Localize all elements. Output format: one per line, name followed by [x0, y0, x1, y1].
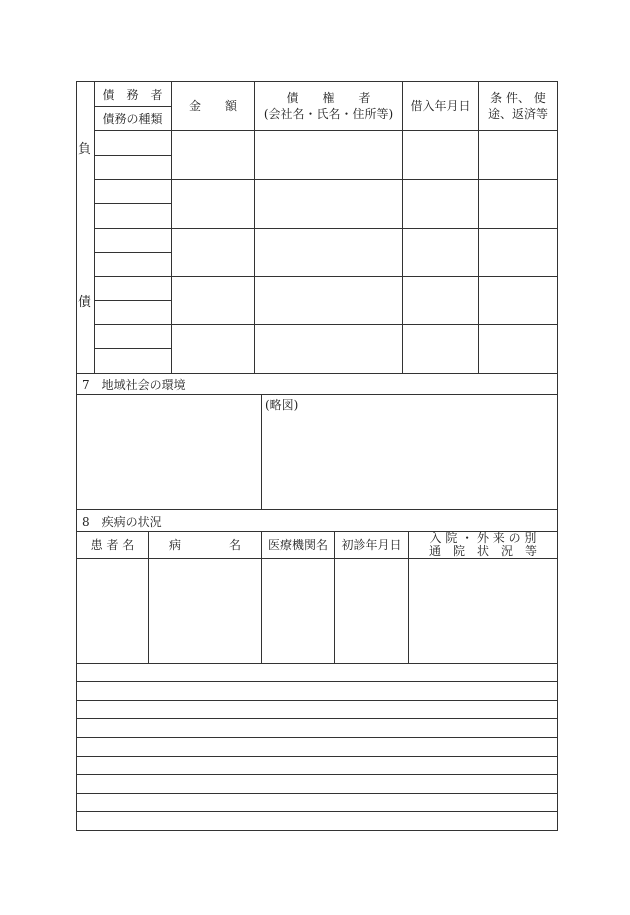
header-conditions-line2: 途、返済等 — [487, 107, 548, 121]
rule — [76, 373, 557, 374]
rule — [557, 81, 558, 831]
rule — [94, 348, 171, 349]
header-first-visit: 初診年月日 — [341, 538, 402, 552]
rule — [478, 81, 479, 373]
side-label-bottom: 債 — [78, 295, 92, 310]
rule — [94, 324, 557, 325]
header-disease: 病 名 — [168, 538, 241, 552]
rule — [94, 179, 557, 180]
side-label-top: 負 — [78, 142, 92, 157]
header-conditions-line1: 条 件、 使 — [490, 91, 546, 105]
writing-line — [76, 700, 557, 701]
rule — [94, 228, 557, 229]
header-institution: 医療機関名 — [267, 538, 328, 552]
sketch-label: (略図) — [265, 398, 299, 412]
header-creditor: 債 権 者 — [286, 91, 371, 105]
rule — [94, 276, 557, 277]
rule — [76, 394, 557, 395]
rule — [94, 203, 171, 204]
writing-line — [76, 811, 557, 812]
section8-title: 8 疾病の状況 — [82, 515, 162, 529]
section7-title: 7 地域社会の環境 — [82, 378, 186, 392]
rule — [94, 155, 171, 156]
header-patient: 患 者 名 — [90, 538, 135, 552]
header-status-line1: 入 院 ・ 外 来 の 別 — [429, 531, 537, 545]
header-borrow-date: 借入年月日 — [410, 99, 471, 113]
writing-line — [76, 681, 557, 682]
rule — [254, 81, 255, 373]
header-amount: 金 額 — [188, 99, 237, 113]
rule — [261, 394, 262, 509]
writing-line — [76, 774, 557, 775]
rule — [76, 509, 557, 510]
header-debtor: 債 務 者 — [102, 88, 163, 102]
writing-line — [76, 756, 557, 757]
writing-line — [76, 737, 557, 738]
rule — [76, 830, 557, 831]
writing-line — [76, 718, 557, 719]
writing-line — [76, 793, 557, 794]
header-status-line2: 通 院 状 況 等 — [428, 544, 537, 558]
rule — [76, 663, 557, 664]
header-debt-type: 債務の種類 — [102, 112, 163, 126]
rule — [76, 81, 557, 82]
rule — [402, 81, 403, 373]
rule — [94, 300, 171, 301]
rule — [94, 106, 171, 107]
header-creditor-sub: (会社名・氏名・住所等) — [263, 107, 394, 121]
rule — [94, 81, 95, 373]
rule — [94, 252, 171, 253]
rule — [171, 81, 172, 373]
rule — [94, 130, 557, 131]
